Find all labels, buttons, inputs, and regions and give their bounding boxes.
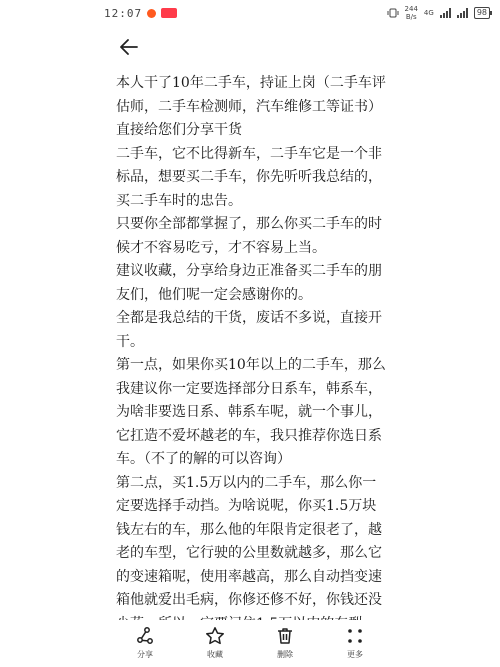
battery-level: 98 [476, 8, 487, 17]
delete-button[interactable] [267, 620, 303, 667]
more-dots-icon [345, 626, 365, 646]
net-speed-unit: B/s [405, 13, 417, 21]
notification-badge-icon [161, 8, 177, 18]
net-speed-value: 244 [404, 5, 418, 13]
status-bar [0, 0, 500, 26]
net-speed [405, 5, 418, 21]
article-paragraph: 建议收藏，分享给身边正准备买二手车的朋友们，他们呢一定会感谢你的。 [116, 263, 382, 303]
signal-bars-icon [440, 8, 451, 18]
article-paragraph: 第二点，买1.5万以内的二手车，那么你一定要选择手动挡。为啥说呢，你买1.5万块钱左右的车，那么他的年限肯定很老了，越老的车型，它行驶的公里数就越多，那么它的变速箱呢，使用率越高，那么自动挡变速箱他就爱出毛病，你修还修不好，你钱还没 [116, 474, 382, 608]
share-label: 分享 [137, 650, 153, 659]
status-right [387, 5, 490, 21]
notification-app-icon [147, 9, 156, 18]
bottom-toolbar [0, 620, 500, 667]
more-button[interactable] [337, 620, 373, 667]
back-button[interactable] [116, 34, 142, 60]
article-paragraph: 只要你全部都掌握了，那么你买二手车的时候才不容易吃亏，才不容易上当。 [116, 216, 382, 256]
signal-type: 4G [423, 9, 434, 17]
share-icon [135, 626, 155, 646]
back-arrow-icon [119, 37, 139, 57]
delete-label: 删除 [277, 650, 293, 659]
vibrate-icon [387, 8, 399, 18]
article-paragraph: 全都是我总结的干货，废话不多说，直接开干。 [116, 310, 382, 350]
article-paragraph: 二手车，它不比得新车，二手车它是一个非标品，想要买二手车，你先听听我总结的，买二手车时的忠告。 [116, 145, 382, 209]
article-paragraph: 第一点，如果你买10年以上的二手车，那么我建议你一定要选择部分日系车，韩系车，为啥非要选日系、韩系车呢，就一个事儿，它扛造不爱坏越老的车，我只推荐你选日系车。（不了的解的可以咨询） [116, 357, 386, 467]
favorite-button[interactable] [197, 620, 233, 667]
status-left [104, 7, 177, 20]
status-time: 12:07 [104, 6, 143, 20]
more-label: 更多 [347, 650, 363, 659]
article-body [116, 72, 388, 620]
trash-icon [275, 626, 295, 646]
article-paragraph: 本人干了10年二手车，持证上岗（二手车评估师，二手车检测师，汽车维修工等证书）直接给您们分享干货 [116, 75, 386, 138]
favorite-label: 收藏 [207, 650, 223, 659]
battery-icon [474, 7, 490, 19]
share-button[interactable] [127, 620, 163, 667]
signal-bars-icon-2 [457, 8, 468, 18]
star-icon [205, 626, 225, 646]
